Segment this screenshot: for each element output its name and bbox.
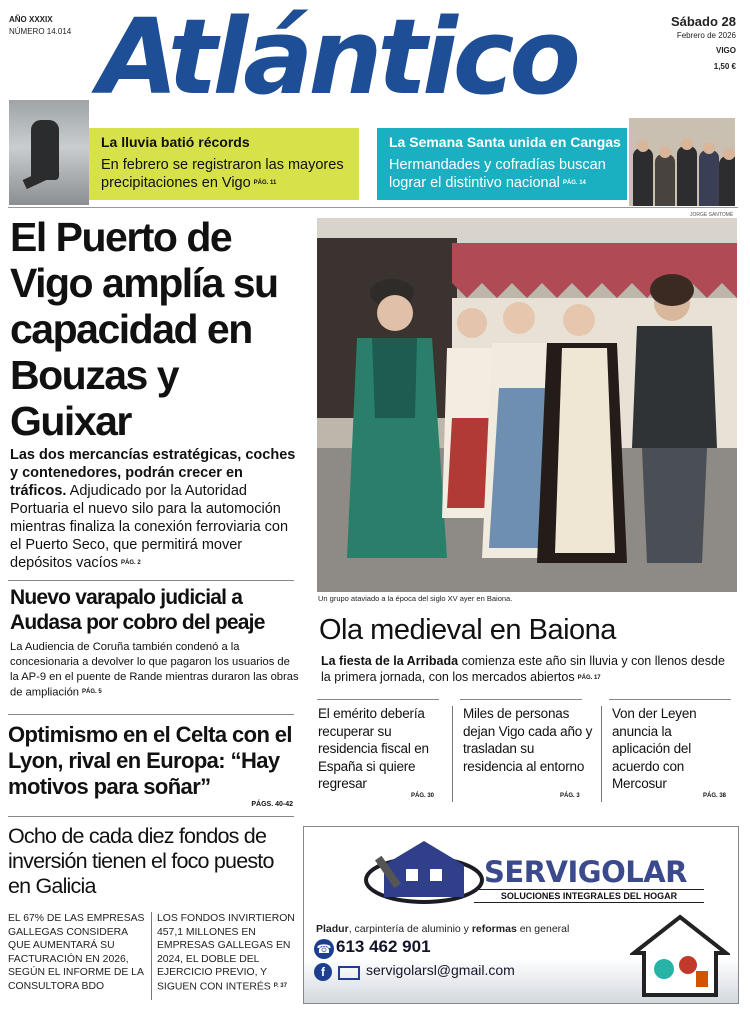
ad-brand-name: SERVIGOLAR [484,855,687,889]
brief-divider [609,699,731,700]
brief-page-ref: PÁG. 38 [703,793,727,799]
teaser-easter[interactable] [377,128,627,200]
teaser-rain-body: En febrero se registraron las mayores precipitaciones en Vigo [101,157,344,191]
brief-item[interactable]: El emérito debería recuperar su residencia fiscal en España si quiere regresar [318,706,429,791]
teaser-easter-text [389,156,621,192]
teaser-rain-page: PÁG. 11 [253,180,277,187]
medieval-group-illustration [317,218,737,592]
teaser-rain-text [101,156,353,192]
column-divider [452,706,453,802]
house-utilities-icon [630,913,730,997]
main-lead [10,446,302,572]
rain-teaser-photo[interactable] [9,100,89,205]
mail-icon [338,966,360,980]
brief-page-ref: PÁG. 3 [560,793,580,799]
servigolar-ad[interactable] [303,826,739,1004]
ad-email[interactable]: servigolarsl@gmail.com [366,962,515,978]
story-divider [8,714,294,715]
person-figure [719,156,735,206]
feature-text-body: comienza este año sin lluvia y con llenos desde la primera jornada, con los mercados abiertos [321,654,725,684]
newspaper-logo[interactable]: Atlántico [98,0,576,118]
feature-text [321,653,737,686]
story-divider [8,816,294,817]
ad-services-bold1: Pladur [316,923,349,935]
main-lead-bold: Las dos mercancías estratégicas, coches y contenedores, podrán crecer en tráficos. [10,447,296,499]
teaser-easter-body: Hermandades y cofradías buscan lograr el distintivo nacional [389,157,606,191]
brief-item[interactable]: Von der Leyen anuncia la aplicación del acuerdo con Mercosur [612,706,697,791]
main-page-ref: PÁG. 2 [121,560,141,567]
story3-page-ref: PÁGS. 40-42 [251,801,293,808]
ad-phone[interactable]: 613 462 901 [336,937,431,956]
feature-headline[interactable]: Ola medieval en Baiona [319,614,616,646]
story3-headline[interactable]: Optimismo en el Celta con el Lyon, rival en Europa: “Hay motivos para soñar” [8,722,292,799]
person-head [723,148,735,160]
teaser-easter-page: PÁG. 14 [562,180,586,187]
edition-city: VIGO [715,46,736,55]
person-figure [655,154,675,206]
story2-body: La Audiencia de Coruña también condenó a la concesionaria a devolver lo que pagaron los usuarios de la AP-9 en el puente de Rande mientras duraron las obras de ampliación [10,641,299,699]
facebook-icon[interactable]: f [314,963,332,981]
teaser-easter-title: La Semana Santa unida en Cangas [389,134,621,150]
brief-divider [317,699,439,700]
issue-number: NÚMERO 14.014 [9,27,72,36]
house-tools-logo-icon [364,835,484,915]
brief-divider [460,699,582,700]
story4-column1: EL 67% DE LAS EMPRESAS GALLEGAS CONSIDERA QUE AUMENTARÁ SU FACTURACIÓN EN 2026, SEGÚN EL INFORME DE LA CONSULTORA BDO [8,913,145,992]
column-divider [151,912,152,1000]
year-label: AÑO XXXIX [9,15,53,24]
photo-caption: Un grupo ataviado a la época del siglo XV ayer en Baiona. [318,594,513,603]
teaser-rain[interactable] [89,128,359,200]
story4-column2 [157,912,299,994]
main-headline[interactable]: El Puerto de Vigo amplía su capacidad en Bouzas y Guixar [10,214,278,444]
main-photo[interactable] [317,218,737,592]
person-head [703,142,715,154]
ad-services-mid: , carpintería de aluminio y [348,923,472,935]
person-head [681,138,693,150]
brief-page-ref: PÁG. 30 [411,793,435,799]
feature-page-ref: PÁG. 17 [577,674,601,681]
teaser-rain-title: La lluvia batió récords [101,134,250,150]
person-head [637,140,649,152]
masthead-meta-right [671,14,736,73]
date-month-year: Febrero de 2026 [676,31,736,40]
easter-teaser-photo[interactable] [629,118,735,206]
person-figure [633,148,653,206]
ad-services [316,923,569,935]
feature-text-bold: La fiesta de la Arribada [321,654,459,668]
phone-icon: ☎ [314,939,334,959]
brief-item[interactable]: Miles de personas dejan Vigo cada año y trasladan su residencia al entorno [463,706,593,774]
story-divider [8,580,294,581]
price: 1,50 € [713,62,736,71]
photo-credit: JORGE SANTOMÉ [690,212,734,218]
ad-services-bold2: reformas [471,923,517,935]
ad-services-end: en general [516,923,570,935]
date-day: Sábado 28 [670,14,736,29]
story2-text [10,640,300,700]
story2-headline[interactable]: Nuevo varapalo judicial a Audasa por cobro del peaje [10,586,265,634]
person-head [659,146,671,158]
column-divider [601,706,602,802]
masthead-meta-left [9,14,71,38]
story4-headline[interactable]: Ocho de cada diez fondos de inversión tienen el foco puesto en Galicia [8,824,274,898]
person-figure [677,146,697,206]
main-lead-text: Adjudicado por la Autoridad Portuaria el nuevo silo para la automoción mientras finaliza la conexión ferroviaria con el Puerto Seco, que permitirá mover depósitos vacíos [10,483,289,571]
story2-page-ref: PÁG. 5 [82,689,102,695]
story4-column2-body: LOS FONDOS INVIRTIERON 457,1 MILLONES EN EMPRESAS GALLEGAS EN 2024, EL DOBLE DEL EJERCICIO PREVIO, Y SIGUEN CON INTERÉS [157,913,295,992]
story4-page-ref: P. 37 [273,982,287,989]
ad-tagline: SOLUCIONES INTEGRALES DEL HOGAR [474,889,704,903]
person-figure [699,150,719,206]
teaser-divider [8,207,738,208]
